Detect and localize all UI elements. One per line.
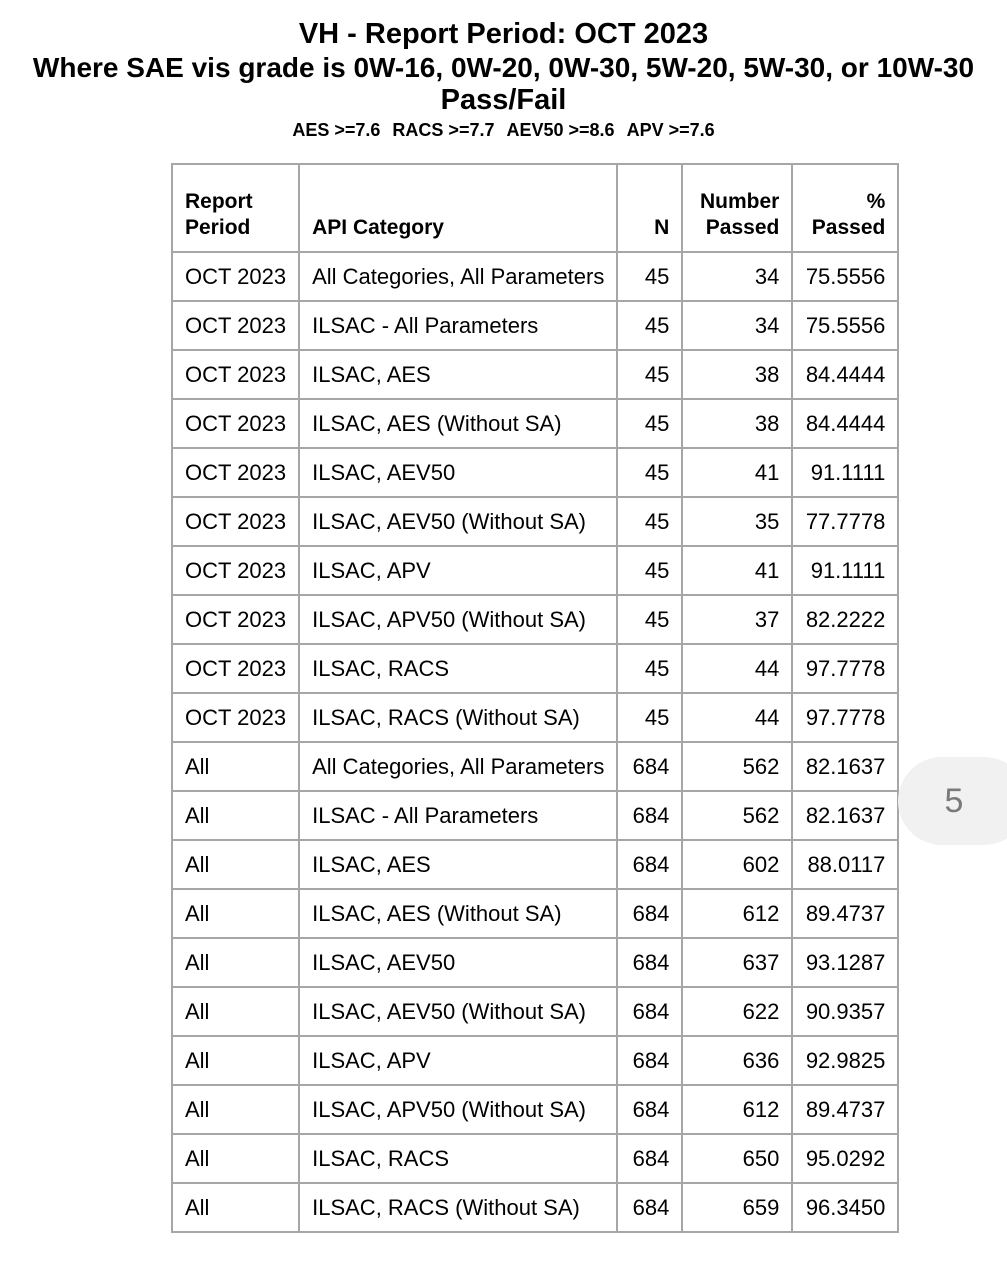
number-passed-cell: 622 — [682, 987, 792, 1036]
table-row — [172, 987, 898, 1036]
percent-passed-cell: 82.1637 — [792, 791, 898, 840]
table-row — [172, 693, 898, 742]
api-category-cell: ILSAC, AEV50 (Without SA) — [299, 497, 617, 546]
report-period-cell: OCT 2023 — [172, 693, 299, 742]
api-category-cell: All Categories, All Parameters — [299, 252, 617, 301]
api-category-cell: ILSAC, RACS (Without SA) — [299, 693, 617, 742]
api-category-cell: ILSAC - All Parameters — [299, 791, 617, 840]
n-cell: 45 — [617, 546, 682, 595]
api-category-cell: All Categories, All Parameters — [299, 742, 617, 791]
table-row — [172, 840, 898, 889]
percent-passed-cell: 92.9825 — [792, 1036, 898, 1085]
table-row — [172, 1036, 898, 1085]
api-category-cell: ILSAC, RACS — [299, 644, 617, 693]
number-passed-cell: 44 — [682, 693, 792, 742]
table-header-row — [172, 164, 898, 252]
report-header — [0, 18, 1007, 142]
number-passed-cell: 34 — [682, 301, 792, 350]
report-period-cell: OCT 2023 — [172, 301, 299, 350]
percent-passed-cell: 82.2222 — [792, 595, 898, 644]
api-category-cell: ILSAC, AES — [299, 840, 617, 889]
pass-criteria — [0, 118, 1007, 142]
percent-passed-cell: 91.1111 — [792, 448, 898, 497]
api-category-cell: ILSAC, APV50 (Without SA) — [299, 595, 617, 644]
number-passed-cell: 562 — [682, 791, 792, 840]
number-passed-cell: 637 — [682, 938, 792, 987]
column-header-line: API Category — [312, 216, 444, 239]
n-cell: 45 — [617, 693, 682, 742]
report-period-cell: All — [172, 840, 299, 889]
n-cell: 45 — [617, 399, 682, 448]
n-cell: 45 — [617, 448, 682, 497]
n-cell: 684 — [617, 840, 682, 889]
number-passed-cell: 41 — [682, 546, 792, 595]
percent-passed-cell: 97.7778 — [792, 693, 898, 742]
number-passed-cell: 636 — [682, 1036, 792, 1085]
column-header-line: Report — [185, 190, 253, 213]
api-category-cell: ILSAC - All Parameters — [299, 301, 617, 350]
n-cell: 684 — [617, 791, 682, 840]
number-passed-cell: 562 — [682, 742, 792, 791]
api-category-cell: ILSAC, AES (Without SA) — [299, 399, 617, 448]
table-row — [172, 497, 898, 546]
api-category-cell: ILSAC, RACS — [299, 1134, 617, 1183]
number-passed-cell: 612 — [682, 889, 792, 938]
table-row — [172, 546, 898, 595]
number-passed-cell: 602 — [682, 840, 792, 889]
report-period-cell: OCT 2023 — [172, 644, 299, 693]
n-cell: 684 — [617, 742, 682, 791]
n-cell: 684 — [617, 1134, 682, 1183]
percent-passed-cell: 88.0117 — [792, 840, 898, 889]
table-row — [172, 301, 898, 350]
table-row — [172, 1183, 898, 1232]
column-header-line: N — [654, 216, 670, 239]
api-category-cell: ILSAC, APV — [299, 1036, 617, 1085]
n-cell: 684 — [617, 987, 682, 1036]
column-header-line: Passed — [811, 216, 886, 239]
api-category-cell: ILSAC, APV — [299, 546, 617, 595]
api-category-cell: ILSAC, AES (Without SA) — [299, 889, 617, 938]
number-passed-cell: 38 — [682, 350, 792, 399]
number-passed-cell: 35 — [682, 497, 792, 546]
table-row — [172, 399, 898, 448]
report-period-cell: OCT 2023 — [172, 448, 299, 497]
percent-passed-cell: 89.4737 — [792, 1085, 898, 1134]
report-period-cell: OCT 2023 — [172, 595, 299, 644]
percent-passed-cell: 82.1637 — [792, 742, 898, 791]
percent-passed-cell: 84.4444 — [792, 350, 898, 399]
number-passed-cell: 37 — [682, 595, 792, 644]
n-cell: 684 — [617, 1085, 682, 1134]
table-row — [172, 938, 898, 987]
table-row — [172, 595, 898, 644]
percent-passed-cell: 84.4444 — [792, 399, 898, 448]
table-row — [172, 252, 898, 301]
n-cell: 45 — [617, 595, 682, 644]
criteria-apv: APV >=7.6 — [626, 120, 715, 140]
n-cell: 45 — [617, 301, 682, 350]
criteria-aes: AES >=7.6 — [292, 120, 381, 140]
column-header-report-period — [172, 164, 299, 252]
report-period-cell: OCT 2023 — [172, 350, 299, 399]
api-category-cell: ILSAC, AEV50 (Without SA) — [299, 987, 617, 1036]
api-category-cell: ILSAC, AES — [299, 350, 617, 399]
percent-passed-cell: 96.3450 — [792, 1183, 898, 1232]
report-period-cell: All — [172, 791, 299, 840]
table-row — [172, 350, 898, 399]
column-header-line: Number — [699, 190, 780, 213]
pass-fail-table — [171, 163, 899, 1233]
percent-passed-cell: 91.1111 — [792, 546, 898, 595]
n-cell: 45 — [617, 252, 682, 301]
report-period-cell: All — [172, 1036, 299, 1085]
n-cell: 45 — [617, 497, 682, 546]
report-period-cell: OCT 2023 — [172, 546, 299, 595]
percent-passed-cell: 90.9357 — [792, 987, 898, 1036]
report-subtitle-passfail: Pass/Fail — [440, 84, 567, 116]
column-header-percent-passed — [792, 164, 898, 252]
number-passed-cell: 650 — [682, 1134, 792, 1183]
percent-passed-cell: 75.5556 — [792, 301, 898, 350]
number-passed-cell: 612 — [682, 1085, 792, 1134]
percent-passed-cell: 93.1287 — [792, 938, 898, 987]
api-category-cell: ILSAC, APV50 (Without SA) — [299, 1085, 617, 1134]
column-header-line: Period — [185, 216, 251, 239]
page-number: 5 — [944, 782, 964, 820]
report-period-cell: OCT 2023 — [172, 252, 299, 301]
column-header-number-passed — [682, 164, 792, 252]
report-period-cell: All — [172, 889, 299, 938]
number-passed-cell: 41 — [682, 448, 792, 497]
column-header-line: Passed — [705, 216, 780, 239]
column-header-api-category — [299, 164, 617, 252]
n-cell: 684 — [617, 1183, 682, 1232]
report-period-cell: All — [172, 1183, 299, 1232]
page-indicator[interactable] — [898, 757, 1007, 845]
table-row — [172, 889, 898, 938]
report-period-cell: All — [172, 742, 299, 791]
percent-passed-cell: 97.7778 — [792, 644, 898, 693]
api-category-cell: ILSAC, AEV50 — [299, 938, 617, 987]
report-title: VH - Report Period: OCT 2023 — [298, 18, 709, 50]
report-period-cell: All — [172, 987, 299, 1036]
percent-passed-cell: 77.7778 — [792, 497, 898, 546]
column-header-n — [617, 164, 682, 252]
percent-passed-cell: 75.5556 — [792, 252, 898, 301]
n-cell: 684 — [617, 938, 682, 987]
report-subtitle: Where SAE vis grade is 0W-16, 0W-20, 0W-30, 5W-20, 5W-30, or 10W-30 — [32, 52, 975, 83]
column-header-line: % — [866, 190, 886, 213]
report-period-cell: All — [172, 1134, 299, 1183]
number-passed-cell: 38 — [682, 399, 792, 448]
report-period-cell: OCT 2023 — [172, 399, 299, 448]
api-category-cell: ILSAC, AEV50 — [299, 448, 617, 497]
table-row — [172, 1134, 898, 1183]
report-period-cell: OCT 2023 — [172, 497, 299, 546]
api-category-cell: ILSAC, RACS (Without SA) — [299, 1183, 617, 1232]
n-cell: 45 — [617, 350, 682, 399]
percent-passed-cell: 95.0292 — [792, 1134, 898, 1183]
number-passed-cell: 44 — [682, 644, 792, 693]
criteria-racs: RACS >=7.7 — [392, 120, 495, 140]
report-period-cell: All — [172, 938, 299, 987]
n-cell: 684 — [617, 889, 682, 938]
table-row — [172, 742, 898, 791]
n-cell: 45 — [617, 644, 682, 693]
table-body — [172, 252, 898, 1232]
table-row — [172, 448, 898, 497]
table-row — [172, 1085, 898, 1134]
n-cell: 684 — [617, 1036, 682, 1085]
report-period-cell: All — [172, 1085, 299, 1134]
number-passed-cell: 34 — [682, 252, 792, 301]
table-row — [172, 644, 898, 693]
table-row — [172, 791, 898, 840]
number-passed-cell: 659 — [682, 1183, 792, 1232]
criteria-aev50: AEV50 >=8.6 — [506, 120, 615, 140]
percent-passed-cell: 89.4737 — [792, 889, 898, 938]
